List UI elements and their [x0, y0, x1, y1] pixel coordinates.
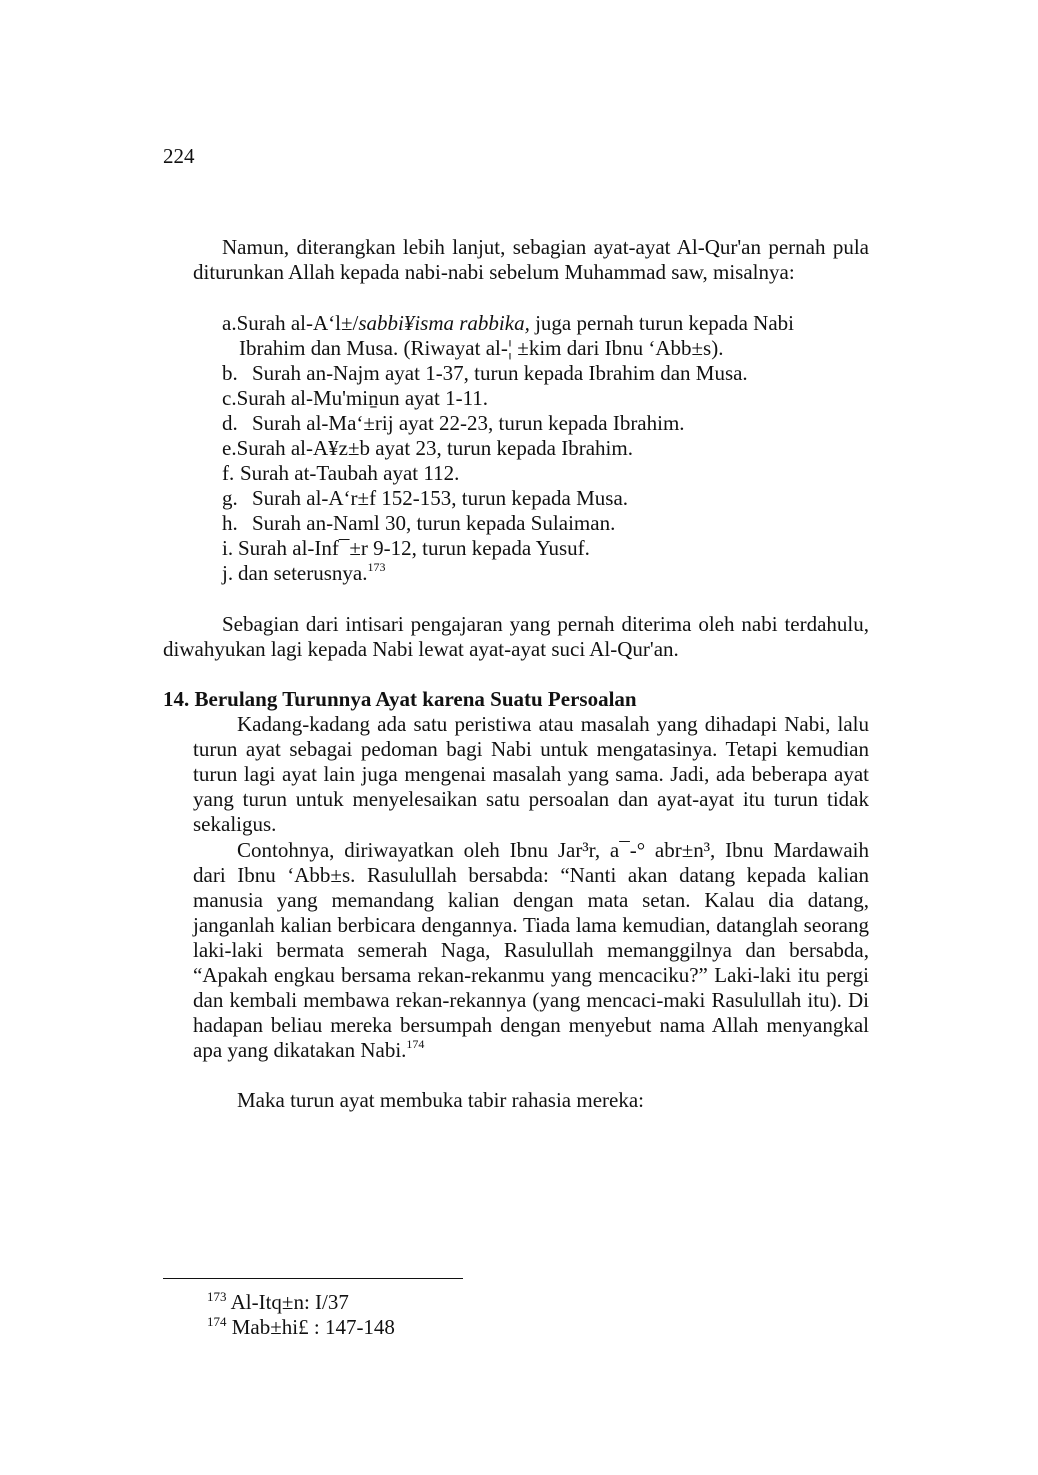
list-item-a-continuation: Ibrahim dan Musa. (Riwayat al-¦ ±kim dari Ibnu ‘Abb±s). — [239, 336, 724, 360]
list-marker: f. — [222, 461, 235, 485]
list-item-e — [222, 436, 872, 461]
footnote-text: Mab±hi£ : 147-148 — [231, 1315, 395, 1339]
list-marker: a. — [222, 311, 237, 335]
list-item-text-part: Surah al-A‘l±/ — [236, 311, 359, 335]
list-item-text: Surah an-Naml 30, turun kepada Sulaiman. — [252, 511, 616, 535]
footnote-173 — [207, 1290, 349, 1315]
section-heading: 14. Berulang Turunnya Ayat karena Suatu Persoalan — [163, 687, 637, 711]
section-paragraph-1: Kadang-kadang ada satu peristiwa atau masalah yang dihadapi Nabi, lalu turun ayat sebagai pedoman bagi Nabi untuk mengatasinya. Tetapi kemudian turun lagi ayat lain juga mengenai masalah yang sama. Jadi, ada beberapa ayat yang turun untuk menyelesaikan satu persoalan dan ayat-ayat itu turun tidak sekaligus. — [193, 712, 869, 836]
list-item-h — [222, 511, 872, 536]
footnote-ref: 173 — [367, 560, 386, 574]
list-item-text: Surah al-Inf¯±r 9-12, turun kepada Yusuf. — [238, 536, 590, 560]
list-item-text-part: juga pernah turun kepada Nabi — [529, 311, 794, 335]
list-marker: j. — [222, 561, 234, 585]
section-paragraph-3: Maka turun ayat membuka tabir rahasia mereka: — [237, 1088, 644, 1112]
footnote-text: Al-Itq±n: I/37 — [230, 1290, 349, 1314]
list-marker: b. — [222, 361, 238, 385]
list-item-i — [222, 536, 872, 561]
list-item-d — [222, 411, 872, 436]
list-item-text: Surah an-Najm ayat 1-37, turun kepada Ibrahim dan Musa. — [252, 361, 748, 385]
page-number: 224 — [163, 144, 195, 168]
footnote-divider — [163, 1278, 463, 1279]
list-item-j — [222, 561, 872, 586]
paragraph-2: Sebagian dari intisari pengajaran yang pernah diterima oleh nabi terdahulu, diwahyukan lagi kepada Nabi lewat ayat-ayat suci Al-Qur'an. — [163, 612, 869, 661]
list-marker: g. — [222, 486, 238, 510]
list-marker: i. — [222, 536, 234, 560]
list-item-b — [222, 361, 872, 386]
list-item-g — [222, 486, 872, 511]
list-item-f — [222, 461, 872, 486]
section-paragraph-2 — [193, 838, 869, 1063]
footnote-174 — [207, 1315, 395, 1340]
list-marker: d. — [222, 411, 238, 435]
list-item-text: Surah al-A‘r±f 152-153, turun kepada Musa. — [252, 486, 629, 510]
arabic-phrase-italic: sabbi¥isma rabbika, — [358, 311, 530, 335]
list-item-text: Surah al-A¥z±b ayat 23, turun kepada Ibrahim. — [236, 436, 633, 460]
paragraph-text: Contohnya, diriwayatkan oleh Ibnu Jar³r, a¯-° abr±n³, Ibnu Mardawaih dari Ibnu ‘Abb±s. Rasulullah bersabda: “Nanti akan datang kepada kalian manusia yang memandang kalian dengan mata setan. Kalau dia datang, janganlah kalian berbicara dengannya. Tiada lama kemudian, datanglah seorang laki-laki bermata semerah Naga, Rasulullah memanggilnya dan bersabda, “Apakah engkau bersama rekan-rekanmu yang mencaciku?” Laki-laki itu pergi dan kembali membawa rekan-rekannya (yang mencaci-maki Rasulullah itu). Di hadapan beliau mereka bersumpah dengan menyebut nama Allah menyangkal apa yang dikatakan Nabi. — [193, 838, 869, 1062]
footnote-number: 173 — [207, 1289, 227, 1304]
list-marker: c. — [222, 386, 237, 410]
footnote-number: 174 — [207, 1314, 227, 1329]
list-item-text-part: dan seterusnya. — [238, 561, 368, 585]
list-marker: e. — [222, 436, 237, 460]
list-item-text: Surah at-Taubah ayat 112. — [240, 461, 460, 485]
list-item-text — [237, 311, 872, 336]
list-item-text: Surah al-Mu'miṉun ayat 1-11. — [236, 386, 489, 410]
intro-paragraph: Namun, diterangkan lebih lanjut, sebagian ayat-ayat Al-Qur'an pernah pula diturunkan Allah kepada nabi-nabi sebelum Muhammad saw, misalnya: — [193, 235, 869, 284]
list-item-c — [222, 386, 872, 411]
list-item-text — [238, 561, 872, 586]
list-marker: h. — [222, 511, 238, 535]
list-item-a — [222, 311, 872, 336]
footnote-ref: 174 — [406, 1037, 425, 1051]
list-item-text: Surah al-Ma‘±rij ayat 22-23, turun kepada Ibrahim. — [252, 411, 685, 435]
surah-list — [222, 311, 872, 586]
